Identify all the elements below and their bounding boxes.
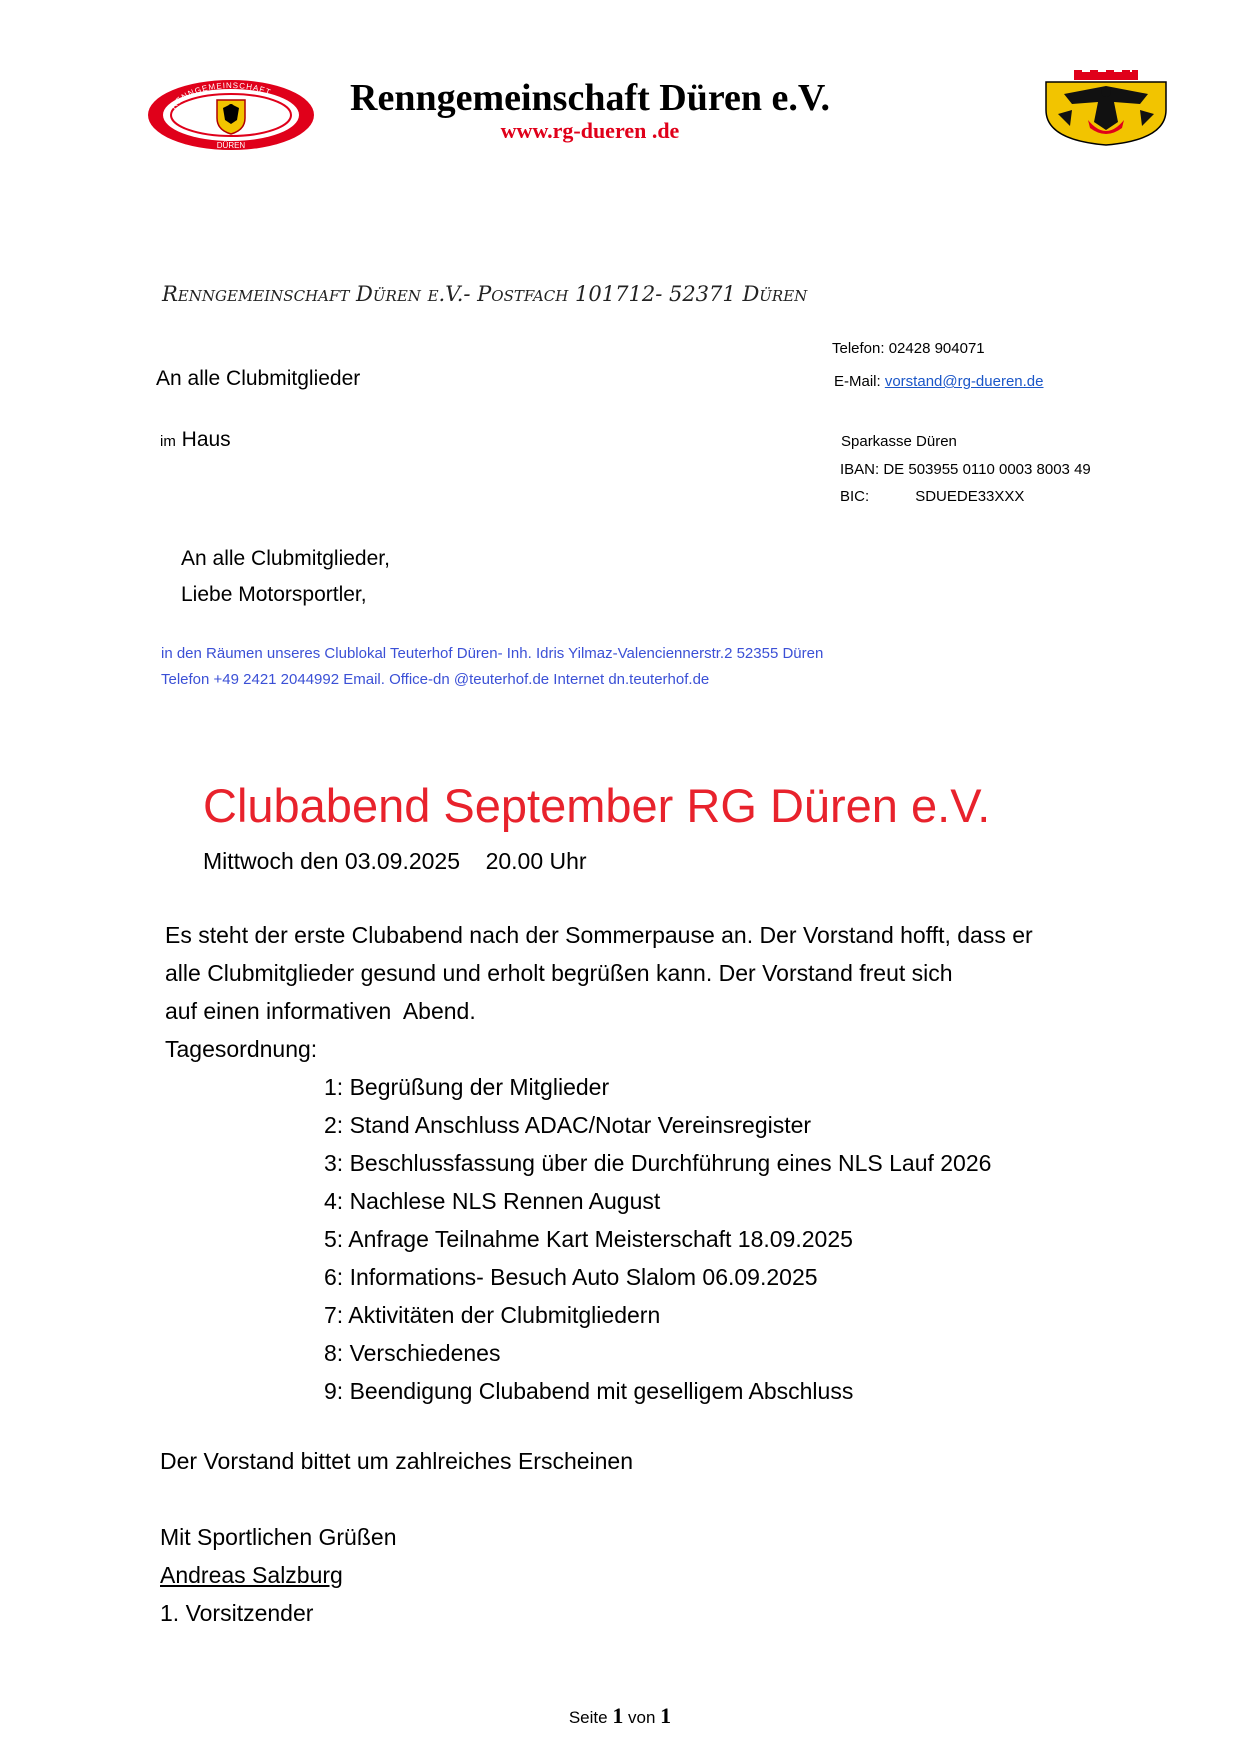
signature-name: Andreas Salzburg: [160, 1562, 343, 1588]
iban: IBAN: DE 503955 0110 0003 8003 49: [840, 461, 1091, 478]
phone-number: Telefon: 02428 904071: [832, 340, 985, 357]
bank-name: Sparkasse Düren: [841, 433, 957, 450]
logo-bottom-text: DÜREN: [216, 141, 246, 150]
page-total: 1: [660, 1703, 672, 1728]
venue-info: [161, 641, 823, 693]
body-line: auf einen informativen Abend.: [165, 998, 476, 1024]
recipient-location: [160, 428, 231, 452]
city-crest-logo: [1044, 70, 1168, 146]
recipient-line: An alle Clubmitglieder: [156, 367, 361, 390]
page-of-label: von: [623, 1708, 661, 1727]
greeting-line: Liebe Motorsportler,: [181, 583, 367, 606]
agenda-item: 9: Beendigung Clubabend mit geselligem Abschluss: [324, 1378, 854, 1404]
agenda-item: 2: Stand Anschluss ADAC/Notar Vereinsregister: [324, 1112, 812, 1138]
recipient-location-prefix: im: [160, 433, 176, 450]
agenda-item: 6: Informations- Besuch Auto Slalom 06.09.2025: [324, 1264, 818, 1290]
venue-address: in den Räumen unseres Clublokal Teuterhof Düren- Inh. Idris Yilmaz-Valenciennerstr.2 52355 Düren: [161, 645, 824, 662]
event-date: Mittwoch den 03.09.2025 20.00 Uhr: [203, 848, 587, 874]
agenda-item: 4: Nachlese NLS Rennen August: [324, 1188, 661, 1214]
agenda-item: 3: Beschlussfassung über die Durchführung eines NLS Lauf 2026: [324, 1150, 992, 1176]
club-name-heading: Renngemeinschaft Düren e.V.: [350, 77, 830, 119]
page-label: Seite: [568, 1708, 613, 1727]
bic-label: BIC:: [840, 488, 870, 505]
agenda-item: 5: Anfrage Teilnahme Kart Meisterschaft 18.09.2025: [324, 1226, 853, 1252]
agenda-list: [324, 1068, 991, 1410]
greeting: [181, 541, 390, 613]
agenda-heading: Tagesordnung:: [165, 1036, 318, 1062]
page-current: 1: [612, 1703, 624, 1728]
email-link[interactable]: vorstand@rg-dueren.de: [884, 373, 1044, 390]
recipient-location-rest: Haus: [175, 428, 231, 451]
signature-role: 1. Vorsitzender: [160, 1600, 314, 1626]
event-title: Clubabend September RG Düren e.V.: [203, 779, 991, 832]
bic-value: SDUEDE33XXX: [915, 488, 1025, 505]
club-website: www.rg-dueren .de: [500, 118, 680, 143]
signature-salutation: Mit Sportlichen Grüßen: [160, 1524, 397, 1550]
agenda-item: 1: Begrüßung der Mitglieder: [324, 1074, 610, 1100]
email-label: E-Mail:: [834, 373, 885, 390]
agenda-item: 8: Verschiedenes: [324, 1340, 501, 1366]
sender-address-line: Renngemeinschaft Düren e.V.- Postfach 101712- 52371 Düren: [162, 282, 808, 306]
greeting-line: An alle Clubmitglieder,: [181, 547, 390, 570]
body-line: Es steht der erste Clubabend nach der Sommerpause an. Der Vorstand hofft, dass er: [165, 922, 1033, 948]
bic: [840, 488, 1024, 505]
agenda-item: 7: Aktivitäten der Clubmitgliedern: [324, 1302, 661, 1328]
club-emblem-logo: [146, 78, 316, 152]
email-line: [834, 373, 1044, 390]
body-line: alle Clubmitglieder gesund und erholt begrüßen kann. Der Vorstand freut sich: [165, 960, 953, 986]
page-number: [0, 1703, 1240, 1729]
body-paragraph: [165, 916, 1033, 1068]
logo-ring-text: RENNGEMEINSCHAFT: [168, 80, 273, 111]
closing-text: Der Vorstand bittet um zahlreiches Erscheinen: [160, 1448, 634, 1474]
venue-contact: Telefon +49 2421 2044992 Email. Office-dn @teuterhof.de Internet dn.teuterhof.de: [161, 671, 710, 688]
